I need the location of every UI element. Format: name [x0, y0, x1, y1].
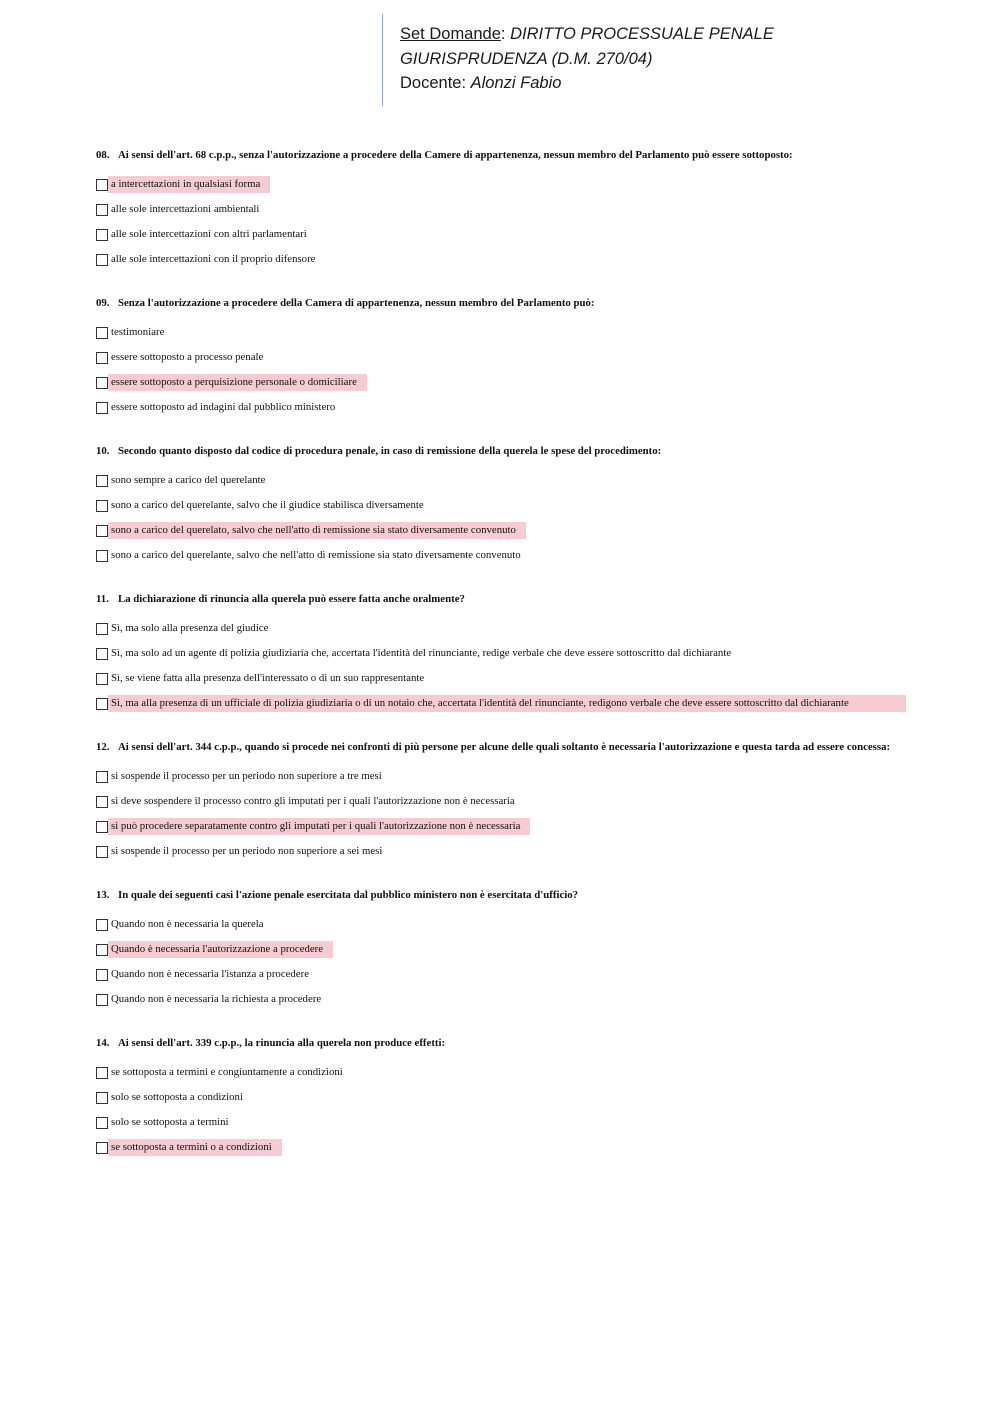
answer-option-correct[interactable] — [96, 937, 906, 962]
document-header — [382, 14, 774, 106]
question-text: Senza l'autorizzazione a procedere della Camera di appartenenza, nessun membro del Parlamento può: — [118, 297, 595, 309]
answer-text: sono a carico del querelante, salvo che il giudice stabilisca diversamente — [111, 499, 424, 511]
checkbox[interactable] — [96, 994, 108, 1006]
question-title — [96, 593, 906, 605]
question-block — [96, 1037, 906, 1160]
answer-text: alle sole intercettazioni ambientali — [111, 203, 260, 215]
answer-text: Quando non è necessaria la richiesta a procedere — [111, 993, 322, 1005]
answer-option[interactable] — [96, 1110, 906, 1135]
answer-text: se sottoposta a termini o a condizioni — [108, 1139, 282, 1156]
question-number: 09. — [96, 297, 110, 309]
checkbox[interactable] — [96, 623, 108, 635]
answer-text: solo se sottoposta a condizioni — [111, 1091, 243, 1103]
checkbox[interactable] — [96, 525, 108, 537]
checkbox[interactable] — [96, 550, 108, 562]
answer-option[interactable] — [96, 345, 906, 370]
question-block — [96, 297, 906, 420]
checkbox[interactable] — [96, 796, 108, 808]
checkbox[interactable] — [96, 698, 108, 710]
checkbox[interactable] — [96, 352, 108, 364]
question-text: La dichiarazione di rinuncia alla querela può essere fatta anche oralmente? — [118, 593, 465, 605]
answer-text: Sì, ma solo ad un agente di polizia giudiziaria che, accertata l'identità del rinunciante, redige verbale che deve essere sottoscritto dal dichiarante — [111, 647, 732, 659]
answer-text: Sì, ma alla presenza di un ufficiale di polizia giudiziaria o di un notaio che, accertata l'identità del rinunciante, redigono verbale che deve essere sottoscritto dal dichiarante — [108, 695, 906, 712]
checkbox[interactable] — [96, 944, 108, 956]
set-line — [400, 22, 774, 47]
checkbox[interactable] — [96, 229, 108, 241]
question-block — [96, 741, 906, 864]
answer-text: se sottoposta a termini e congiuntamente a condizioni — [111, 1066, 343, 1078]
answer-text: si deve sospendere il processo contro gli imputati per i quali l'autorizzazione non è necessaria — [111, 795, 515, 807]
question-text: In quale dei seguenti casi l'azione penale esercitata dal pubblico ministero non è esercitata d'ufficio? — [118, 889, 579, 901]
subject-line-1: DIRITTO PROCESSUALE PENALE — [510, 25, 774, 43]
question-number: 13. — [96, 889, 110, 901]
question-title — [96, 1037, 906, 1049]
checkbox[interactable] — [96, 821, 108, 833]
question-title — [96, 889, 906, 901]
question-block — [96, 149, 906, 272]
question-text: Ai sensi dell'art. 344 c.p.p., quando si procede nei confronti di più persone per alcune delle quali soltanto è necessaria l'autorizzazione e questa tarda ad essere concessa: — [118, 741, 891, 753]
answer-text: Quando non è necessaria l'istanza a procedere — [111, 968, 309, 980]
checkbox[interactable] — [96, 1067, 108, 1079]
answer-option[interactable] — [96, 197, 906, 222]
answer-option[interactable] — [96, 543, 906, 568]
checkbox[interactable] — [96, 648, 108, 660]
question-block — [96, 889, 906, 1012]
answer-option-correct[interactable] — [96, 518, 906, 543]
answer-option-correct[interactable] — [96, 1135, 906, 1160]
checkbox[interactable] — [96, 673, 108, 685]
answer-option-correct[interactable] — [96, 814, 906, 839]
checkbox[interactable] — [96, 1142, 108, 1154]
answer-text: essere sottoposto a processo penale — [111, 351, 264, 363]
answer-text: sono sempre a carico del querelante — [111, 474, 266, 486]
checkbox[interactable] — [96, 969, 108, 981]
question-list — [96, 149, 906, 1185]
answer-option[interactable] — [96, 641, 906, 666]
question-title — [96, 149, 906, 161]
teacher-name: Alonzi Fabio — [470, 74, 562, 92]
answer-text: Sì, ma solo alla presenza del giudice — [111, 622, 269, 634]
checkbox[interactable] — [96, 377, 108, 389]
answer-option[interactable] — [96, 962, 906, 987]
question-number: 11. — [96, 593, 109, 605]
answer-text: testimoniare — [111, 326, 165, 338]
checkbox[interactable] — [96, 254, 108, 266]
answer-text: si può procedere separatamente contro gli imputati per i quali l'autorizzazione non è necessaria — [108, 818, 530, 835]
answer-option[interactable] — [96, 395, 906, 420]
answer-text: si sospende il processo per un periodo non superiore a sei mesi — [111, 845, 383, 857]
question-block — [96, 593, 906, 716]
answer-text: sono a carico del querelato, salvo che nell'atto di remissione sia stato diversamente convenuto — [108, 522, 526, 539]
question-text: Ai sensi dell'art. 68 c.p.p., senza l'autorizzazione a procedere della Camere di appartenenza, nessun membro del Parlamento può essere sottoposto: — [118, 149, 793, 161]
answer-option[interactable] — [96, 222, 906, 247]
answer-text: essere sottoposto a perquisizione personale o domiciliare — [108, 374, 367, 391]
answer-text: a intercettazioni in qualsiasi forma — [108, 176, 270, 193]
answer-option[interactable] — [96, 1060, 906, 1085]
question-text: Ai sensi dell'art. 339 c.p.p., la rinuncia alla querela non produce effetti: — [118, 1037, 446, 1049]
answer-option[interactable] — [96, 247, 906, 272]
answer-text: sono a carico del querelante, salvo che nell'atto di remissione sia stato diversamente convenuto — [111, 549, 521, 561]
question-title — [96, 741, 906, 753]
question-title — [96, 297, 906, 309]
answer-text: solo se sottoposta a termini — [111, 1116, 229, 1128]
checkbox[interactable] — [96, 475, 108, 487]
answer-option[interactable] — [96, 987, 906, 1012]
checkbox[interactable] — [96, 1092, 108, 1104]
subject-line-2: GIURISPRUDENZA (D.M. 270/04) — [400, 49, 653, 68]
checkbox[interactable] — [96, 771, 108, 783]
teacher-label: Docente: — [400, 74, 471, 92]
answer-option[interactable] — [96, 764, 906, 789]
question-number: 12. — [96, 741, 110, 753]
answer-option[interactable] — [96, 493, 906, 518]
set-label: Set Domande — [400, 25, 501, 43]
set-colon: : — [500, 25, 511, 43]
question-block — [96, 445, 906, 568]
answer-option[interactable] — [96, 616, 906, 641]
answer-text: Sì, se viene fatta alla presenza dell'interessato o di un suo rappresentante — [111, 672, 425, 684]
answer-option-correct[interactable] — [96, 370, 906, 395]
answer-option[interactable] — [96, 839, 906, 864]
checkbox[interactable] — [96, 1117, 108, 1129]
answer-option[interactable] — [96, 666, 906, 691]
checkbox[interactable] — [96, 500, 108, 512]
teacher-line — [400, 71, 774, 96]
answer-option[interactable] — [96, 912, 906, 937]
question-number: 14. — [96, 1037, 110, 1049]
question-number: 08. — [96, 149, 110, 161]
answer-option[interactable] — [96, 468, 906, 493]
question-number: 10. — [96, 445, 110, 457]
checkbox[interactable] — [96, 179, 108, 191]
checkbox[interactable] — [96, 919, 108, 931]
answer-option[interactable] — [96, 320, 906, 345]
answer-text: alle sole intercettazioni con il proprio difensore — [111, 253, 316, 265]
answer-option-correct[interactable] — [96, 691, 906, 716]
answer-text: alle sole intercettazioni con altri parlamentari — [111, 228, 307, 240]
answer-text: Quando è necessaria l'autorizzazione a procedere — [108, 941, 333, 958]
question-text: Secondo quanto disposto dal codice di procedura penale, in caso di remissione della querela le spese del procedimento: — [118, 445, 662, 457]
checkbox[interactable] — [96, 204, 108, 216]
answer-text: si sospende il processo per un periodo non superiore a tre mesi — [111, 770, 382, 782]
answer-text: essere sottoposto ad indagini dal pubblico ministero — [111, 401, 336, 413]
checkbox[interactable] — [96, 846, 108, 858]
answer-option[interactable] — [96, 789, 906, 814]
answer-text: Quando non è necessaria la querela — [111, 918, 264, 930]
checkbox[interactable] — [96, 327, 108, 339]
answer-option[interactable] — [96, 1085, 906, 1110]
question-title — [96, 445, 906, 457]
answer-option-correct[interactable] — [96, 172, 906, 197]
checkbox[interactable] — [96, 402, 108, 414]
